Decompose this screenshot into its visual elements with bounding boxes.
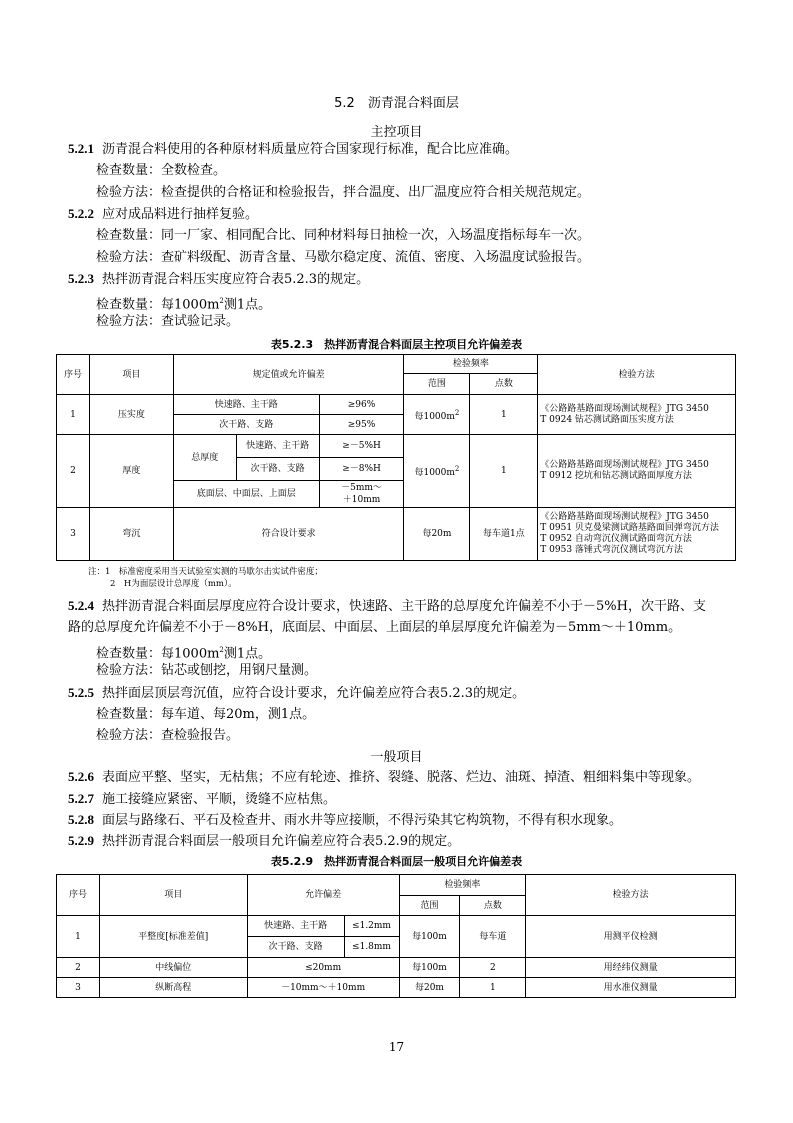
header-no: 序号 bbox=[57, 875, 100, 916]
row2-points: 1 bbox=[470, 435, 538, 508]
row1-no: 1 bbox=[57, 916, 100, 958]
row3-points: 每车道1点 bbox=[470, 508, 538, 561]
method-line: 《公路路基路面现场测试规程》JTG 3450 bbox=[540, 512, 709, 522]
header-method: 检验方法 bbox=[526, 875, 736, 916]
clause-5-2-6 bbox=[68, 767, 728, 788]
clause-5-2-8 bbox=[68, 810, 728, 831]
row2-a-label: 快速路、主干路 bbox=[236, 435, 319, 458]
clause-number: 5.2.6 bbox=[68, 769, 94, 784]
clause-number: 5.2.3 bbox=[68, 271, 94, 286]
header-points: 点数 bbox=[460, 896, 526, 916]
header-points: 点数 bbox=[470, 374, 538, 395]
check-method: 检验方法：查检验报告。 bbox=[96, 728, 240, 743]
table-note-2: 2 H为面层设计总厚度（mm）。 bbox=[110, 579, 237, 589]
method-line: T 0951 贝克曼梁测试路基路面回弹弯沉方法 bbox=[540, 523, 719, 533]
row3-range: 每20m bbox=[404, 508, 470, 561]
qty-text-end: 测1点。 bbox=[223, 297, 272, 313]
clause-text: 热拌面层顶层弯沉值，应符合设计要求，允许偏差应符合表5.2.3的规定。 bbox=[102, 686, 526, 701]
header-no: 序号 bbox=[57, 355, 90, 395]
qty-text: 检查数量：每1000m bbox=[96, 297, 220, 313]
method-line: 《公路路基路面现场测试规程》JTG 3450 bbox=[540, 460, 709, 470]
check-method: 检验方法：查矿料级配、沥青含量、马歇尔稳定度、流值、密度、入场温度试验报告。 bbox=[96, 250, 591, 265]
check-method: 检验方法：钻芯或刨挖，用钢尺量测。 bbox=[96, 663, 318, 678]
header-item: 项目 bbox=[89, 355, 173, 395]
superscript: 2 bbox=[454, 465, 460, 473]
value-line: －5mm～ bbox=[341, 483, 382, 493]
clause-number: 5.2.8 bbox=[68, 812, 94, 827]
row2-no: 2 bbox=[57, 958, 100, 978]
row1-b-label: 次干路、支路 bbox=[247, 937, 344, 958]
row2-value: ≤20mm bbox=[247, 958, 399, 978]
superscript: 2 bbox=[219, 297, 224, 305]
row1-method: 用测平仪检测 bbox=[526, 916, 736, 958]
row3-method bbox=[538, 508, 736, 561]
header-item: 项目 bbox=[99, 875, 247, 916]
clause-5-2-4 bbox=[68, 596, 728, 617]
row3-item: 纵断高程 bbox=[99, 978, 247, 998]
row1-a-label: 快速路、主干路 bbox=[173, 395, 319, 415]
clause-number: 5.2.1 bbox=[68, 141, 94, 156]
clause-text: 应对成品料进行抽样复验。 bbox=[102, 207, 259, 222]
method-line: T 0924 钻芯测试路面压实度方法 bbox=[540, 414, 674, 425]
header-value: 允许偏差 bbox=[247, 875, 399, 916]
row2-range: 每100m bbox=[399, 958, 460, 978]
method-line: T 0952 自动弯沉仪测试路面弯沉方法 bbox=[540, 534, 692, 544]
clause-number: 5.2.9 bbox=[68, 833, 94, 848]
row2-c-label: 底面层、中面层、上面层 bbox=[173, 481, 319, 508]
main-items-heading: 主控项目 bbox=[370, 125, 423, 140]
row3-value: 符合设计要求 bbox=[173, 508, 404, 561]
clause-text: 热拌沥青混合料压实度应符合表5.2.3的规定。 bbox=[102, 272, 370, 287]
row2-method: 用经纬仪测量 bbox=[526, 958, 736, 978]
row3-no: 3 bbox=[57, 508, 90, 561]
header-value: 规定值或允许偏差 bbox=[173, 355, 404, 395]
row1-points: 每车道 bbox=[460, 916, 526, 958]
row3-range: 每20m bbox=[399, 978, 460, 998]
clause-number: 5.2.5 bbox=[68, 685, 94, 700]
row2-b-value: ≥－8%H bbox=[319, 458, 404, 481]
table-5-2-9-title: 表5.2.9 热拌沥青混合料面层一般项目允许偏差表 bbox=[270, 855, 523, 868]
clause-number: 5.2.7 bbox=[68, 791, 94, 806]
clause-5-2-7 bbox=[68, 789, 728, 810]
clause-5-2-1 bbox=[68, 139, 728, 160]
superscript: 2 bbox=[454, 408, 460, 417]
qty-text: 检查数量：每1000m bbox=[96, 646, 220, 662]
clause-number: 5.2.4 bbox=[68, 598, 94, 613]
check-quantity: 检查数量：每车道、每20m，测1点。 bbox=[96, 707, 316, 722]
row1-item: 压实度 bbox=[89, 395, 173, 435]
row1-points: 1 bbox=[470, 395, 538, 435]
row2-method bbox=[538, 435, 736, 508]
row1-b-value: ≥95% bbox=[319, 415, 404, 435]
clause-5-2-2 bbox=[68, 204, 728, 225]
row2-points: 2 bbox=[460, 958, 526, 978]
check-method: 检验方法：检查提供的合格证和检验报告，拌合温度、出厂温度应符合相关规范规定。 bbox=[96, 185, 591, 200]
clause-5-2-3 bbox=[68, 269, 728, 290]
header-range: 范围 bbox=[399, 896, 460, 916]
row1-a-value: ≤1.2mm bbox=[344, 916, 399, 937]
range-text: 每1000m bbox=[414, 468, 455, 478]
clause-5-2-9 bbox=[68, 831, 728, 852]
method-line: T 0953 落锤式弯沉仪测试弯沉方法 bbox=[540, 545, 683, 555]
clause-text: 热拌沥青混合料面层厚度应符合设计要求，快速路、主干路的总厚度允许偏差不小于－5%H，次干路、支 bbox=[102, 599, 706, 614]
table-5-2-9 bbox=[56, 874, 736, 998]
value-line: ＋10mm bbox=[342, 495, 381, 505]
check-quantity: 检查数量：同一厂家、相同配合比、同种材料每日抽检一次，入场温度指标每车一次。 bbox=[96, 228, 591, 243]
row1-method bbox=[538, 395, 736, 435]
row1-b-label: 次干路、支路 bbox=[173, 415, 319, 435]
header-freq: 检验频率 bbox=[404, 355, 538, 374]
table-5-2-3 bbox=[56, 354, 736, 561]
row1-a-value: ≥96% bbox=[319, 395, 404, 415]
header-range: 范围 bbox=[404, 374, 470, 395]
row1-item: 平整度[标准差值] bbox=[99, 916, 247, 958]
row2-c-value bbox=[319, 481, 404, 508]
table-note-1: 注：1 标准密度采用当天试验室实测的马歇尔击实试件密度； bbox=[88, 567, 323, 577]
clause-number: 5.2.2 bbox=[68, 206, 94, 221]
general-items-heading: 一般项目 bbox=[370, 750, 423, 765]
section-title: 5.2 沥青混合料面层 bbox=[334, 96, 459, 111]
row1-b-value: ≤1.8mm bbox=[344, 937, 399, 958]
row3-method: 用水准仪测量 bbox=[526, 978, 736, 998]
row2-b-label: 次干路、支路 bbox=[236, 458, 319, 481]
row3-no: 3 bbox=[57, 978, 100, 998]
table-5-2-3-title: 表5.2.3 热拌沥青混合料面层主控项目允许偏差表 bbox=[270, 338, 523, 351]
clause-text: 施工接缝应紧密、平顺，烫缝不应枯焦。 bbox=[102, 792, 337, 807]
row2-item: 中线偏位 bbox=[99, 958, 247, 978]
clause-text: 热拌沥青混合料面层一般项目允许偏差应符合表5.2.9的规定。 bbox=[102, 834, 461, 849]
clause-5-2-5 bbox=[68, 683, 728, 704]
check-method: 检验方法：查试验记录。 bbox=[96, 314, 240, 329]
page-number: 17 bbox=[388, 1040, 405, 1054]
row1-a-label: 快速路、主干路 bbox=[247, 916, 344, 937]
check-quantity: 检查数量：全数检查。 bbox=[96, 163, 227, 178]
superscript: 2 bbox=[219, 646, 224, 654]
row2-sub: 总厚度 bbox=[173, 435, 236, 481]
row2-item: 厚度 bbox=[89, 435, 173, 508]
clause-text: 沥青混合料使用的各种原材料质量应符合国家现行标准，配合比应准确。 bbox=[102, 142, 519, 157]
row1-range bbox=[404, 395, 470, 435]
row2-range bbox=[404, 435, 470, 508]
method-line: 《公路路基路面现场测试规程》JTG 3450 bbox=[540, 403, 709, 414]
qty-text-end: 测1点。 bbox=[223, 646, 272, 662]
method-line: T 0912 挖坑和钻芯测试路面厚度方法 bbox=[540, 471, 692, 481]
clause-text: 面层与路缘石、平石及检查井、雨水井等应接顺，不得污染其它构筑物，不得有积水现象。 bbox=[102, 813, 623, 828]
row1-no: 1 bbox=[57, 395, 90, 435]
clause-5-2-4-cont: 路的总厚度允许偏差不小于－8%H，底面层、中面层、上面层的单层厚度允许偏差为－5mm～＋10mm。 bbox=[68, 620, 682, 635]
range-text: 每1000m bbox=[414, 411, 455, 422]
row1-range: 每100m bbox=[399, 916, 460, 958]
row2-no: 2 bbox=[57, 435, 90, 508]
row2-a-value: ≥－5%H bbox=[319, 435, 404, 458]
row3-points: 1 bbox=[460, 978, 526, 998]
clause-text: 表面应平整、坚实，无枯焦；不应有轮迹、推挤、裂缝、脱落、烂边、油斑、掉渣、粗细料集中等现象。 bbox=[102, 770, 701, 785]
header-freq: 检验频率 bbox=[399, 875, 526, 896]
header-method: 检验方法 bbox=[538, 355, 736, 395]
row3-item: 弯沉 bbox=[89, 508, 173, 561]
row3-value: －10mm～＋10mm bbox=[247, 978, 399, 998]
